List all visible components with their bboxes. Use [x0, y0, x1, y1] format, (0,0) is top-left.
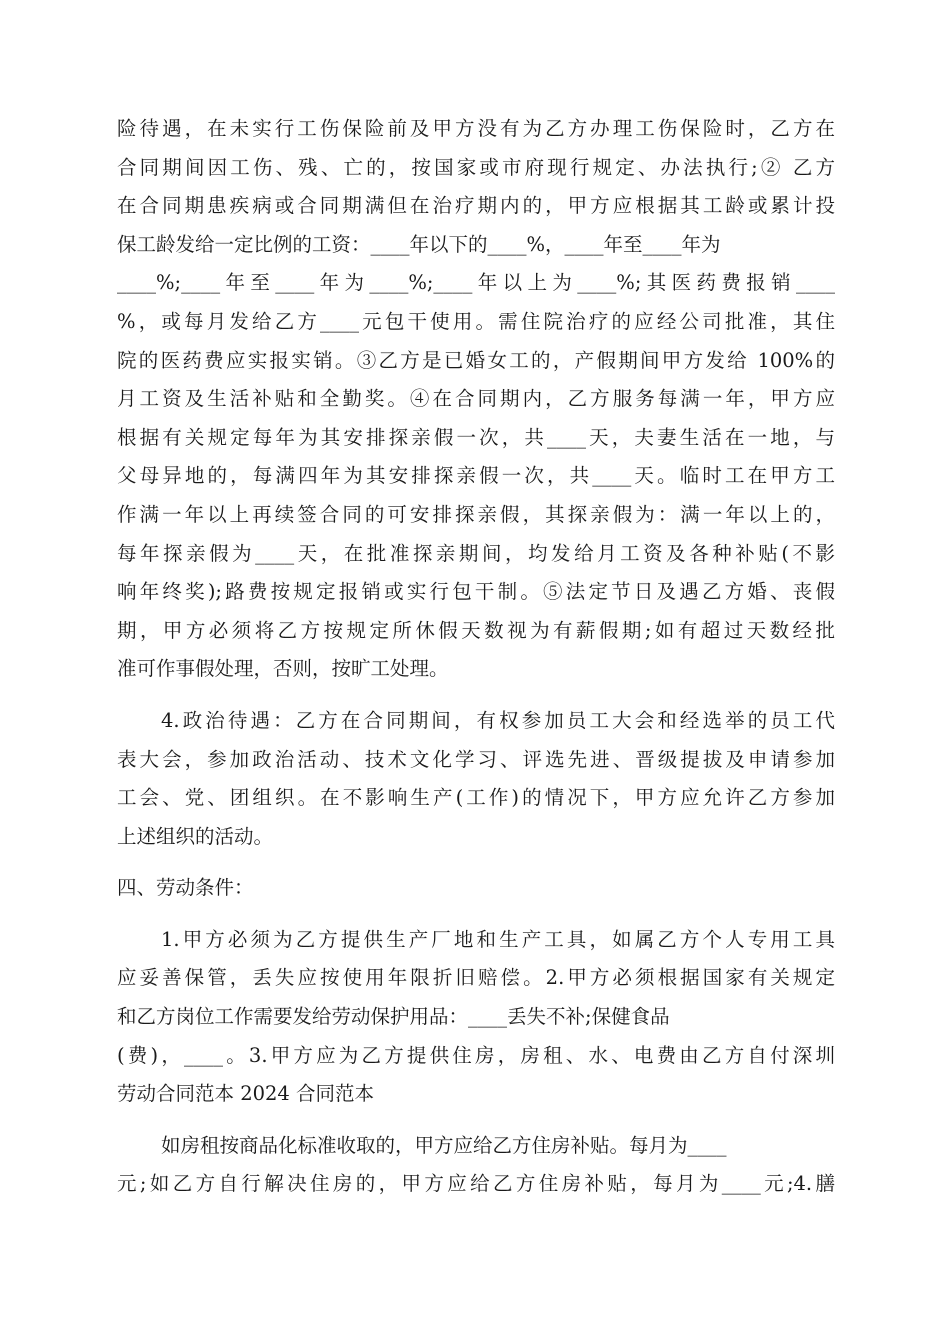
text-line: 根据有关规定每年为其安排探亲假一次，共____天，夫妻生活在一地，与 [117, 425, 835, 449]
paragraph-housing-subsidy [117, 1127, 835, 1204]
paragraph-benefits-continued [117, 110, 835, 689]
paragraph-political-benefits [117, 702, 835, 856]
text-line: 合同期间因工伤、残、亡的，按国家或市府现行规定、办法执行;② 乙方 [117, 155, 835, 179]
text-line: 院的医药费应实报实销。③乙方是已婚女工的，产假期间甲方发给 100%的 [117, 348, 835, 372]
text-line: 劳动合同范本 2024 合同范本 [117, 1082, 375, 1106]
text-line: 月工资及生活补贴和全勤奖。④在合同期内，乙方服务每满一年，甲方应 [117, 387, 835, 411]
text-line: 表大会，参加政治活动、技术文化学习、评选先进、晋级提拔及申请参加 [117, 747, 835, 771]
text-line: 1.甲方必须为乙方提供生产厂地和生产工具，如属乙方个人专用工具 [161, 927, 835, 951]
paragraph-labor-conditions [117, 921, 835, 1114]
text-line: 险待遇，在未实行工伤保险前及甲方没有为乙方办理工伤保险时，乙方在 [117, 117, 835, 140]
section-heading: 四、劳动条件： [117, 876, 254, 900]
text-line: 和乙方岗位工作需要发给劳动保护用品：____丢失不补;保健食品 [117, 1005, 670, 1029]
text-line: %，或每月发给乙方____元包干使用。需住院治疗的应经公司批准，其住 [117, 309, 835, 333]
text-line: 响年终奖);路费按规定报销或实行包干制。⑤法定节日及遇乙方婚、丧假 [117, 580, 835, 604]
section-heading-labor-conditions [117, 869, 835, 908]
text-line: 保工龄发给一定比例的工资：____年以下的____%，____年至____年为 [117, 232, 721, 256]
text-line: 4.政治待遇：乙方在合同期间，有权参加员工大会和经选举的员工代 [161, 708, 835, 732]
text-line: 元;如乙方自行解决住房的，甲方应给乙方住房补贴，每月为____元;4.膳 [117, 1172, 835, 1196]
text-line: 准可作事假处理，否则，按旷工处理。 [117, 657, 449, 681]
text-line: 在合同期患疾病或合同期满但在治疗期内的，甲方应根据其工龄或累计投 [117, 194, 835, 218]
text-line: 期，甲方必须将乙方按规定所休假天数视为有薪假期;如有超过天数经批 [117, 618, 835, 642]
text-line: 作满一年以上再续签合同的可安排探亲假，其探亲假为：满一年以上的， [117, 502, 835, 526]
text-line: (费)，____。3.甲方应为乙方提供住房，房租、水、电费由乙方自付深圳 [117, 1043, 835, 1067]
document-page [117, 110, 835, 1204]
text-line: 如房租按商品化标准收取的，甲方应给乙方住房补贴。每月为____ [161, 1133, 727, 1157]
text-line: 上述组织的活动。 [117, 824, 274, 848]
text-line: 父母异地的，每满四年为其安排探亲假一次，共____天。临时工在甲方工 [117, 464, 835, 488]
text-line: ____%;____年至____年为____%;____年以上为____%;其医药费报销____ [117, 271, 835, 295]
text-line: 每年探亲假为____天，在批准探亲期间，均发给月工资及各种补贴(不影 [117, 541, 835, 565]
text-line: 工会、党、团组织。在不影响生产(工作)的情况下，甲方应允许乙方参加 [117, 786, 835, 810]
text-line: 应妥善保管，丢失应按使用年限折旧赔偿。2.甲方必须根据国家有关规定 [117, 966, 835, 990]
